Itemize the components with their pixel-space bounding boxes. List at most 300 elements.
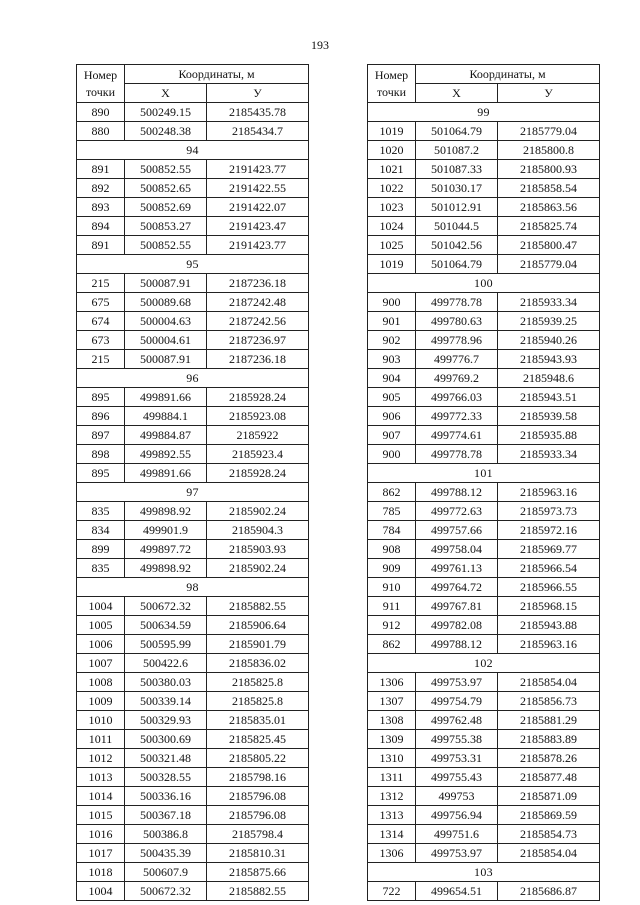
point-number-cell: 1006 (77, 635, 125, 654)
table-row (77, 122, 309, 141)
y-coordinate-cell: 2185805.22 (207, 749, 309, 768)
y-coordinate-cell: 2185798.4 (207, 825, 309, 844)
y-coordinate-cell: 2185800.47 (498, 236, 600, 255)
x-coordinate-cell: 500672.32 (125, 597, 207, 616)
group-row (368, 464, 600, 483)
y-coordinate-cell: 2185903.93 (207, 540, 309, 559)
point-number-cell: 1309 (368, 730, 416, 749)
group-label: 99 (368, 103, 600, 122)
group-label: 96 (77, 369, 309, 388)
y-coordinate-cell: 2185871.09 (498, 787, 600, 806)
group-row (368, 863, 600, 882)
y-coordinate-cell: 2185800.93 (498, 160, 600, 179)
y-coordinate-cell: 2185906.64 (207, 616, 309, 635)
x-coordinate-cell: 499897.72 (125, 540, 207, 559)
group-row (368, 274, 600, 293)
table-row (77, 597, 309, 616)
point-number-cell: 896 (77, 407, 125, 426)
table-row (368, 217, 600, 236)
y-coordinate-cell: 2185963.16 (498, 483, 600, 502)
x-coordinate-cell: 499891.66 (125, 464, 207, 483)
table-row (368, 597, 600, 616)
table-row (77, 350, 309, 369)
x-coordinate-cell: 500386.8 (125, 825, 207, 844)
group-label: 97 (77, 483, 309, 502)
table-header (77, 65, 309, 103)
x-coordinate-cell: 500089.68 (125, 293, 207, 312)
table-row (77, 787, 309, 806)
group-label: 94 (77, 141, 309, 160)
table-row (368, 578, 600, 597)
x-coordinate-cell: 499891.66 (125, 388, 207, 407)
table-row (77, 331, 309, 350)
table-row (77, 103, 309, 122)
table-row (368, 160, 600, 179)
group-row (77, 369, 309, 388)
y-coordinate-cell: 2191422.55 (207, 179, 309, 198)
y-header: У (498, 84, 600, 103)
x-coordinate-cell: 500435.39 (125, 844, 207, 863)
point-number-cell: 835 (77, 559, 125, 578)
point-number-cell: 912 (368, 616, 416, 635)
table-row (77, 882, 309, 901)
x-coordinate-cell: 499898.92 (125, 502, 207, 521)
point-number-cell: 215 (77, 350, 125, 369)
table-row (77, 236, 309, 255)
point-number-cell: 1025 (368, 236, 416, 255)
point-number-cell: 1310 (368, 749, 416, 768)
point-number-header (77, 65, 125, 103)
point-number-header-line2: точки (376, 84, 407, 99)
y-coordinate-cell: 2185434.7 (207, 122, 309, 141)
x-coordinate-cell: 499769.2 (416, 369, 498, 388)
point-number-cell: 902 (368, 331, 416, 350)
x-coordinate-cell: 499753 (416, 787, 498, 806)
x-coordinate-cell: 499776.7 (416, 350, 498, 369)
point-number-cell: 1017 (77, 844, 125, 863)
table-row (368, 312, 600, 331)
x-coordinate-cell: 500004.63 (125, 312, 207, 331)
table-row (77, 559, 309, 578)
x-coordinate-cell: 500087.91 (125, 274, 207, 293)
point-number-cell: 1005 (77, 616, 125, 635)
y-coordinate-cell: 2185825.8 (207, 673, 309, 692)
point-number-header-line2: точки (85, 84, 116, 99)
y-coordinate-cell: 2185940.26 (498, 331, 600, 350)
x-coordinate-cell: 499751.6 (416, 825, 498, 844)
y-coordinate-cell: 2185854.73 (498, 825, 600, 844)
x-coordinate-cell: 499762.48 (416, 711, 498, 730)
point-number-cell: 675 (77, 293, 125, 312)
point-number-cell: 1007 (77, 654, 125, 673)
point-number-cell: 1314 (368, 825, 416, 844)
y-coordinate-cell: 2185972.16 (498, 521, 600, 540)
x-coordinate-cell: 500672.32 (125, 882, 207, 901)
x-coordinate-cell: 499772.63 (416, 502, 498, 521)
y-coordinate-cell: 2187236.18 (207, 274, 309, 293)
table-row (368, 825, 600, 844)
point-number-cell: 1311 (368, 768, 416, 787)
group-row (77, 483, 309, 502)
y-coordinate-cell: 2191423.47 (207, 217, 309, 236)
x-coordinate-cell: 499778.96 (416, 331, 498, 350)
group-row (77, 578, 309, 597)
table-row (77, 274, 309, 293)
table-row (77, 502, 309, 521)
y-coordinate-cell: 2185948.6 (498, 369, 600, 388)
y-coordinate-cell: 2185943.51 (498, 388, 600, 407)
x-header: X (416, 84, 498, 103)
page-number: 193 (311, 38, 329, 52)
table-row (368, 483, 600, 502)
x-coordinate-cell: 499764.72 (416, 578, 498, 597)
point-number-cell: 897 (77, 426, 125, 445)
table-row (77, 521, 309, 540)
point-number-cell: 1004 (77, 882, 125, 901)
y-coordinate-cell: 2185810.31 (207, 844, 309, 863)
point-number-cell: 1312 (368, 787, 416, 806)
x-coordinate-cell: 499761.13 (416, 559, 498, 578)
point-number-cell: 903 (368, 350, 416, 369)
table-row (368, 882, 600, 901)
table-row (368, 749, 600, 768)
point-number-cell: 890 (77, 103, 125, 122)
y-coordinate-cell: 2187236.18 (207, 350, 309, 369)
point-number-cell: 901 (368, 312, 416, 331)
coordinates-header: Координаты, м (125, 65, 309, 84)
y-coordinate-cell: 2185943.93 (498, 350, 600, 369)
y-coordinate-cell: 2185435.78 (207, 103, 309, 122)
group-label: 95 (77, 255, 309, 274)
group-label: 98 (77, 578, 309, 597)
table-row (368, 198, 600, 217)
table-row (77, 635, 309, 654)
point-number-cell: 722 (368, 882, 416, 901)
group-label: 100 (368, 274, 600, 293)
y-coordinate-cell: 2185796.08 (207, 806, 309, 825)
x-coordinate-cell: 500248.38 (125, 122, 207, 141)
x-coordinate-cell: 500004.61 (125, 331, 207, 350)
point-number-cell: 1023 (368, 198, 416, 217)
point-number-cell: 893 (77, 198, 125, 217)
table-row (77, 654, 309, 673)
point-number-cell: 834 (77, 521, 125, 540)
y-coordinate-cell: 2185779.04 (498, 255, 600, 274)
x-coordinate-cell: 499654.51 (416, 882, 498, 901)
table-row (77, 749, 309, 768)
table-row (368, 730, 600, 749)
x-coordinate-cell: 499892.55 (125, 445, 207, 464)
x-coordinate-cell: 500380.03 (125, 673, 207, 692)
point-number-cell: 1307 (368, 692, 416, 711)
table-row (368, 293, 600, 312)
table-body (368, 103, 600, 901)
x-coordinate-cell: 499780.63 (416, 312, 498, 331)
table-row (77, 768, 309, 787)
point-number-cell: 1004 (77, 597, 125, 616)
table-row (77, 464, 309, 483)
y-coordinate-cell: 2185902.24 (207, 559, 309, 578)
point-number-header-line1: Номер (374, 67, 409, 82)
point-number-cell: 891 (77, 160, 125, 179)
table-row (77, 388, 309, 407)
x-coordinate-cell: 499753.31 (416, 749, 498, 768)
y-coordinate-cell: 2185901.79 (207, 635, 309, 654)
x-coordinate-cell: 501087.2 (416, 141, 498, 160)
y-coordinate-cell: 2185798.16 (207, 768, 309, 787)
group-row (368, 103, 600, 122)
y-coordinate-cell: 2185854.04 (498, 673, 600, 692)
y-coordinate-cell: 2185928.24 (207, 464, 309, 483)
point-number-cell: 908 (368, 540, 416, 559)
y-coordinate-cell: 2185883.89 (498, 730, 600, 749)
y-coordinate-cell: 2185825.74 (498, 217, 600, 236)
table-row (77, 844, 309, 863)
table-row (368, 369, 600, 388)
table-row (368, 122, 600, 141)
point-number-cell: 895 (77, 388, 125, 407)
table-row (368, 350, 600, 369)
table-row (77, 293, 309, 312)
table-row (368, 407, 600, 426)
y-coordinate-cell: 2185904.3 (207, 521, 309, 540)
point-number-cell: 907 (368, 426, 416, 445)
y-coordinate-cell: 2185973.73 (498, 502, 600, 521)
table-row (77, 445, 309, 464)
point-number-cell: 674 (77, 312, 125, 331)
y-coordinate-cell: 2191423.77 (207, 236, 309, 255)
point-number-cell: 1011 (77, 730, 125, 749)
x-coordinate-cell: 499788.12 (416, 635, 498, 654)
table-row (77, 540, 309, 559)
table-row (368, 331, 600, 350)
x-coordinate-cell: 501030.17 (416, 179, 498, 198)
x-coordinate-cell: 500634.59 (125, 616, 207, 635)
x-coordinate-cell: 501064.79 (416, 122, 498, 141)
x-coordinate-cell: 501044.5 (416, 217, 498, 236)
y-coordinate-cell: 2185882.55 (207, 597, 309, 616)
point-number-cell: 895 (77, 464, 125, 483)
y-coordinate-cell: 2185878.26 (498, 749, 600, 768)
y-coordinate-cell: 2185686.87 (498, 882, 600, 901)
y-coordinate-cell: 2185863.56 (498, 198, 600, 217)
y-coordinate-cell: 2191423.77 (207, 160, 309, 179)
table-row (77, 426, 309, 445)
coordinates-table-left (76, 64, 309, 901)
table-row (77, 806, 309, 825)
y-coordinate-cell: 2185922 (207, 426, 309, 445)
point-number-cell: 892 (77, 179, 125, 198)
x-header: X (125, 84, 207, 103)
table-row (368, 787, 600, 806)
point-number-cell: 899 (77, 540, 125, 559)
coordinates-table-right (367, 64, 600, 901)
table-row (77, 863, 309, 882)
table-row (77, 692, 309, 711)
point-number-cell: 1010 (77, 711, 125, 730)
group-row (77, 255, 309, 274)
y-coordinate-cell: 2185939.25 (498, 312, 600, 331)
point-number-cell: 1019 (368, 255, 416, 274)
x-coordinate-cell: 499788.12 (416, 483, 498, 502)
group-label: 101 (368, 464, 600, 483)
table-row (77, 179, 309, 198)
y-coordinate-cell: 2187242.56 (207, 312, 309, 331)
table-row (77, 711, 309, 730)
y-coordinate-cell: 2185923.4 (207, 445, 309, 464)
y-coordinate-cell: 2187242.48 (207, 293, 309, 312)
point-number-cell: 1014 (77, 787, 125, 806)
table-row (368, 502, 600, 521)
table-row (368, 141, 600, 160)
point-number-cell: 1306 (368, 844, 416, 863)
group-label: 102 (368, 654, 600, 673)
y-coordinate-cell: 2185858.54 (498, 179, 600, 198)
x-coordinate-cell: 499757.66 (416, 521, 498, 540)
point-number-cell: 900 (368, 293, 416, 312)
x-coordinate-cell: 499758.04 (416, 540, 498, 559)
table-row (368, 768, 600, 787)
table-row (368, 635, 600, 654)
table-row (77, 312, 309, 331)
table-row (368, 616, 600, 635)
y-coordinate-cell: 2185935.88 (498, 426, 600, 445)
x-coordinate-cell: 499901.9 (125, 521, 207, 540)
point-number-cell: 904 (368, 369, 416, 388)
table-row (77, 160, 309, 179)
point-number-cell: 900 (368, 445, 416, 464)
y-coordinate-cell: 2185877.48 (498, 768, 600, 787)
x-coordinate-cell: 499782.08 (416, 616, 498, 635)
coordinates-header: Координаты, м (416, 65, 600, 84)
x-coordinate-cell: 500336.16 (125, 787, 207, 806)
x-coordinate-cell: 499755.43 (416, 768, 498, 787)
point-number-cell: 906 (368, 407, 416, 426)
y-coordinate-cell: 2185835.01 (207, 711, 309, 730)
y-coordinate-cell: 2185796.08 (207, 787, 309, 806)
table-header (368, 65, 600, 103)
x-coordinate-cell: 499884.87 (125, 426, 207, 445)
point-number-cell: 1022 (368, 179, 416, 198)
point-number-cell: 1015 (77, 806, 125, 825)
point-number-cell: 835 (77, 502, 125, 521)
point-number-cell: 1016 (77, 825, 125, 844)
point-number-cell: 1008 (77, 673, 125, 692)
x-coordinate-cell: 499772.33 (416, 407, 498, 426)
point-number-cell: 1020 (368, 141, 416, 160)
table-row (77, 730, 309, 749)
x-coordinate-cell: 500852.65 (125, 179, 207, 198)
table-row (368, 179, 600, 198)
x-coordinate-cell: 499754.79 (416, 692, 498, 711)
point-number-cell: 909 (368, 559, 416, 578)
y-coordinate-cell: 2187236.97 (207, 331, 309, 350)
y-coordinate-cell: 2185882.55 (207, 882, 309, 901)
point-number-cell: 1013 (77, 768, 125, 787)
table-row (77, 198, 309, 217)
x-coordinate-cell: 500607.9 (125, 863, 207, 882)
y-coordinate-cell: 2185943.88 (498, 616, 600, 635)
point-number-cell: 1308 (368, 711, 416, 730)
x-coordinate-cell: 500852.69 (125, 198, 207, 217)
y-coordinate-cell: 2185923.08 (207, 407, 309, 426)
table-body (77, 103, 309, 901)
x-coordinate-cell: 500329.93 (125, 711, 207, 730)
y-coordinate-cell: 2185933.34 (498, 293, 600, 312)
table-row (368, 844, 600, 863)
y-coordinate-cell: 2185825.8 (207, 692, 309, 711)
y-coordinate-cell: 2185856.73 (498, 692, 600, 711)
x-coordinate-cell: 500422.6 (125, 654, 207, 673)
point-number-cell: 1024 (368, 217, 416, 236)
x-coordinate-cell: 499898.92 (125, 559, 207, 578)
table-row (368, 236, 600, 255)
table-row (77, 217, 309, 236)
point-number-header (368, 65, 416, 103)
y-coordinate-cell: 2185779.04 (498, 122, 600, 141)
y-coordinate-cell: 2185902.24 (207, 502, 309, 521)
table-row (77, 673, 309, 692)
y-coordinate-cell: 2185968.15 (498, 597, 600, 616)
table-row (368, 559, 600, 578)
point-number-cell: 862 (368, 483, 416, 502)
table-row (368, 426, 600, 445)
y-coordinate-cell: 2185966.54 (498, 559, 600, 578)
x-coordinate-cell: 499778.78 (416, 293, 498, 312)
point-number-header-line1: Номер (83, 67, 118, 82)
x-coordinate-cell: 500852.55 (125, 160, 207, 179)
table-row (368, 445, 600, 464)
y-coordinate-cell: 2185969.77 (498, 540, 600, 559)
table-row (368, 388, 600, 407)
x-coordinate-cell: 501087.33 (416, 160, 498, 179)
x-coordinate-cell: 499767.81 (416, 597, 498, 616)
x-coordinate-cell: 499753.97 (416, 673, 498, 692)
y-coordinate-cell: 2185963.16 (498, 635, 600, 654)
y-coordinate-cell: 2185933.34 (498, 445, 600, 464)
y-coordinate-cell: 2185800.8 (498, 141, 600, 160)
table-row (77, 616, 309, 635)
x-coordinate-cell: 500852.55 (125, 236, 207, 255)
x-coordinate-cell: 500853.27 (125, 217, 207, 236)
y-coordinate-cell: 2185825.45 (207, 730, 309, 749)
y-coordinate-cell: 2185854.04 (498, 844, 600, 863)
point-number-cell: 880 (77, 122, 125, 141)
x-coordinate-cell: 499778.78 (416, 445, 498, 464)
x-coordinate-cell: 500249.15 (125, 103, 207, 122)
point-number-cell: 1021 (368, 160, 416, 179)
point-number-cell: 784 (368, 521, 416, 540)
x-coordinate-cell: 500300.69 (125, 730, 207, 749)
y-coordinate-cell: 2185881.29 (498, 711, 600, 730)
point-number-cell: 1012 (77, 749, 125, 768)
x-coordinate-cell: 501064.79 (416, 255, 498, 274)
y-coordinate-cell: 2191422.07 (207, 198, 309, 217)
point-number-cell: 1306 (368, 673, 416, 692)
x-coordinate-cell: 500339.14 (125, 692, 207, 711)
point-number-cell: 898 (77, 445, 125, 464)
point-number-cell: 215 (77, 274, 125, 293)
x-coordinate-cell: 500595.99 (125, 635, 207, 654)
x-coordinate-cell: 499774.61 (416, 426, 498, 445)
point-number-cell: 785 (368, 502, 416, 521)
table-row (368, 673, 600, 692)
point-number-cell: 911 (368, 597, 416, 616)
y-header: У (207, 84, 309, 103)
x-coordinate-cell: 501042.56 (416, 236, 498, 255)
table-row (368, 255, 600, 274)
table-row (77, 407, 309, 426)
